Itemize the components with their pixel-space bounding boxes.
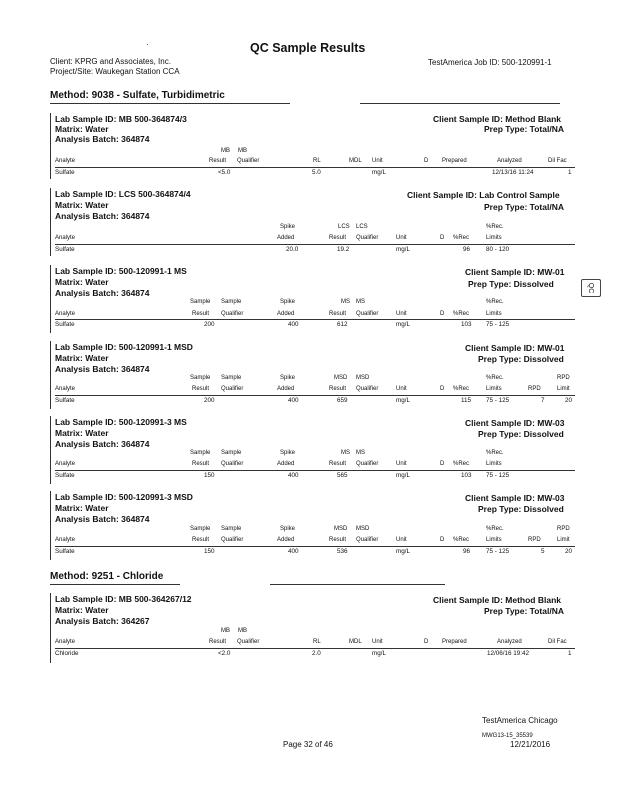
dil-fac-cell: 1 <box>568 650 572 657</box>
job-id: TestAmerica Job ID: 500-120991-1 <box>428 58 552 67</box>
col-header: Unit <box>372 639 383 645</box>
col-header: Dil Fac <box>548 158 567 164</box>
col-header-top: LCS <box>338 224 350 230</box>
client-sample-id: Client Sample ID: Method Blank <box>433 114 561 124</box>
matrix: Matrix: Water <box>55 200 109 210</box>
matrix: Matrix: Water <box>55 353 109 363</box>
rpd-limit-cell: 20 <box>565 548 573 555</box>
col-header-top: %Rec. <box>486 450 504 456</box>
col-header: Unit <box>396 537 407 543</box>
lab-sample-id: Lab Sample ID: MB 500-364874/3 <box>55 114 187 124</box>
col-header: D <box>440 537 445 543</box>
col-header: Analyzed <box>497 158 522 164</box>
sample-result-cell: 200 <box>204 397 215 404</box>
col-header-top: MSD <box>334 375 348 381</box>
col-header: Qualifier <box>356 311 379 317</box>
limits-cell: 75 - 125 <box>486 397 510 404</box>
analysis-batch: Analysis Batch: 364874 <box>55 211 150 221</box>
header-rule <box>55 395 575 396</box>
block-border <box>50 265 51 333</box>
analyte-cell: Sulfate <box>55 246 75 253</box>
rec-cell: 103 <box>461 472 472 479</box>
matrix: Matrix: Water <box>55 605 109 615</box>
qc-side-tab <box>581 279 601 297</box>
rec-cell: 103 <box>461 321 472 328</box>
col-header-top: Spike <box>280 526 296 532</box>
col-header: Analyte <box>55 311 76 317</box>
analysis-batch: Analysis Batch: 364874 <box>55 364 150 374</box>
col-header: D <box>440 311 445 317</box>
col-header: Qualifier <box>221 311 244 317</box>
col-header: %Rec <box>453 311 470 317</box>
col-header: D <box>440 386 445 392</box>
spike-added-cell: 20.0 <box>286 246 299 253</box>
col-header: RPD <box>528 386 541 392</box>
unit-cell: mg/L <box>396 548 410 555</box>
lab-sample-id: Lab Sample ID: 500-120991-1 MS <box>55 266 187 276</box>
header-rule <box>55 244 575 245</box>
method-9038-underline <box>50 103 290 104</box>
spike-added-cell: 400 <box>288 548 299 555</box>
msd-result-cell: 536 <box>337 548 348 555</box>
spike-added-cell: 400 <box>288 321 299 328</box>
analyte-cell: Sulfate <box>55 321 75 328</box>
col-header: Result <box>209 158 227 164</box>
col-header-top: Spike <box>280 450 296 456</box>
header-rule <box>55 470 575 471</box>
ms-result-cell: 565 <box>337 472 348 479</box>
col-header: %Rec <box>453 461 470 467</box>
col-header: Analyte <box>55 386 76 392</box>
lab-sample-id: Lab Sample ID: 500-120991-1 MSD <box>55 342 193 352</box>
col-header: Analyte <box>55 235 76 241</box>
unit-cell: mg/L <box>396 472 410 479</box>
col-header-top: Sample <box>221 375 242 381</box>
col-header: Result <box>329 386 347 392</box>
method-9038-rule <box>360 103 560 104</box>
col-header: Result <box>209 639 227 645</box>
prep-type: Prep Type: Dissolved <box>478 354 564 364</box>
col-header: Added <box>277 461 295 467</box>
spike-added-cell: 400 <box>288 472 299 479</box>
col-header: Qualifier <box>237 639 260 645</box>
sample-result-cell: 150 <box>204 472 215 479</box>
col-header: Unit <box>396 311 407 317</box>
col-header: %Rec <box>453 386 470 392</box>
header-rule <box>55 648 575 649</box>
analyzed-cell: 12/06/16 19:42 <box>487 650 530 657</box>
header-rule <box>55 167 575 168</box>
col-header: Result <box>192 537 210 543</box>
col-header: Qualifier <box>221 537 244 543</box>
col-header-top: %Rec. <box>486 299 504 305</box>
col-header-top: Spike <box>280 224 296 230</box>
result-cell: <2.0 <box>218 650 231 657</box>
col-header: Analyzed <box>497 639 522 645</box>
col-header: Analyte <box>55 461 76 467</box>
col-header: D <box>440 235 445 241</box>
col-header: D <box>424 158 429 164</box>
sample-result-cell: 150 <box>204 548 215 555</box>
analyte-cell: Chloride <box>55 650 79 657</box>
col-header: %Rec <box>453 235 470 241</box>
result-cell: <5.0 <box>218 169 231 176</box>
analyte-cell: Sulfate <box>55 472 75 479</box>
ms-result-cell: 612 <box>337 321 348 328</box>
col-header: Limit <box>557 537 570 543</box>
col-header: Limit <box>557 386 570 392</box>
col-header: Analyte <box>55 639 76 645</box>
qc-side-tab-label: QC <box>587 282 595 294</box>
col-header-top: Sample <box>221 450 242 456</box>
block-border <box>50 593 51 663</box>
rl-cell: 5.0 <box>312 169 321 176</box>
rpd-cell: 7 <box>541 397 545 404</box>
lab-sample-id: Lab Sample ID: LCS 500-364874/4 <box>55 189 191 199</box>
col-header: Analyte <box>55 158 76 164</box>
col-header-top: MSD <box>356 526 370 532</box>
col-header: MDL <box>349 639 362 645</box>
col-header: Result <box>192 386 210 392</box>
lcs-result-cell: 19.2 <box>337 246 350 253</box>
sample-result-cell: 200 <box>204 321 215 328</box>
analyte-cell: Sulfate <box>55 548 75 555</box>
client-sample-id: Client Sample ID: MW-01 <box>465 343 565 353</box>
col-header: Limits <box>486 311 502 317</box>
matrix: Matrix: Water <box>55 124 109 134</box>
col-header: Qualifier <box>221 386 244 392</box>
block-border <box>50 416 51 484</box>
col-header: Result <box>329 311 347 317</box>
analysis-batch: Analysis Batch: 364874 <box>55 288 150 298</box>
col-header: D <box>440 461 445 467</box>
analysis-batch: Analysis Batch: 364874 <box>55 514 150 524</box>
page-title: QC Sample Results <box>250 41 366 55</box>
col-header: D <box>424 639 429 645</box>
col-header-top: Sample <box>190 450 211 456</box>
block-border <box>50 188 51 256</box>
dil-fac-cell: 1 <box>568 169 572 176</box>
analysis-batch: Analysis Batch: 364874 <box>55 439 150 449</box>
project-site: Project/Site: Waukegan Station CCA <box>50 67 180 76</box>
col-header-top: MB <box>221 628 230 634</box>
col-header-top: Sample <box>221 526 242 532</box>
col-header-top: RPD <box>557 375 570 381</box>
col-header: MDL <box>349 158 362 164</box>
rec-cell: 96 <box>463 548 471 555</box>
prep-type: Prep Type: Total/NA <box>484 606 564 616</box>
matrix: Matrix: Water <box>55 428 109 438</box>
col-header: Unit <box>372 158 383 164</box>
col-header: Unit <box>396 235 407 241</box>
col-header-top: MB <box>221 148 230 154</box>
prep-type: Prep Type: Dissolved <box>478 429 564 439</box>
col-header: Prepared <box>442 639 467 645</box>
analyte-cell: Sulfate <box>55 397 75 404</box>
col-header: Qualifier <box>356 386 379 392</box>
col-header: Prepared <box>442 158 467 164</box>
footer-page: Page 32 of 46 <box>283 740 333 749</box>
col-header: Added <box>277 235 295 241</box>
client-name: Client: KPRG and Associates, Inc. <box>50 57 171 66</box>
matrix: Matrix: Water <box>55 503 109 513</box>
col-header: Unit <box>396 461 407 467</box>
col-header: Limits <box>486 386 502 392</box>
analyzed-cell: 12/13/16 11:24 <box>492 169 534 176</box>
col-header: Limits <box>486 461 502 467</box>
col-header: Limits <box>486 537 502 543</box>
col-header-top: MB <box>238 148 247 154</box>
prep-type: Prep Type: Dissolved <box>468 279 554 289</box>
prep-type: Prep Type: Total/NA <box>484 202 564 212</box>
analyte-cell: Sulfate <box>55 169 75 176</box>
block-border <box>50 113 51 179</box>
col-header: Result <box>329 537 347 543</box>
lab-sample-id: Lab Sample ID: 500-120991-3 MS <box>55 417 187 427</box>
col-header-top: MS <box>356 450 365 456</box>
block-border <box>50 491 51 560</box>
unit-cell: mg/L <box>396 321 410 328</box>
client-sample-id: Client Sample ID: Lab Control Sample <box>407 190 560 200</box>
rec-cell: 96 <box>463 246 471 253</box>
col-header-top: MS <box>341 450 350 456</box>
unit-cell: mg/L <box>372 169 386 176</box>
col-header-top: MB <box>238 628 247 634</box>
rpd-cell: 5 <box>541 548 545 555</box>
col-header: Dil Fac <box>548 639 567 645</box>
col-header-top: RPD <box>557 526 570 532</box>
unit-cell: mg/L <box>396 397 410 404</box>
spike-added-cell: 400 <box>288 397 299 404</box>
method-9251-title: Method: 9251 - Chloride <box>50 571 164 582</box>
method-9251-rule <box>270 584 445 585</box>
method-9251-underline <box>50 584 180 585</box>
col-header: Qualifier <box>237 158 260 164</box>
footer-lab: TestAmerica Chicago <box>482 716 558 725</box>
col-header: Qualifier <box>356 235 379 241</box>
col-header: Qualifier <box>356 537 379 543</box>
col-header: Added <box>277 386 295 392</box>
limits-cell: 75 - 125 <box>486 548 510 555</box>
col-header-top: MSD <box>356 375 370 381</box>
col-header: Qualifier <box>221 461 244 467</box>
limits-cell: 75 - 125 <box>486 472 510 479</box>
col-header: Unit <box>396 386 407 392</box>
col-header-top: Spike <box>280 375 296 381</box>
unit-cell: mg/L <box>372 650 386 657</box>
col-header-top: Sample <box>190 526 211 532</box>
client-sample-id: Client Sample ID: MW-01 <box>465 267 565 277</box>
col-header: Qualifier <box>356 461 379 467</box>
rl-cell: 2.0 <box>312 650 321 657</box>
prep-type: Prep Type: Dissolved <box>478 504 564 514</box>
col-header-top: %Rec. <box>486 224 504 230</box>
rpd-limit-cell: 20 <box>565 397 573 404</box>
header-rule <box>55 546 575 547</box>
col-header: RL <box>313 639 321 645</box>
col-header-top: Sample <box>221 299 242 305</box>
limits-cell: 75 - 125 <box>486 321 510 328</box>
col-header: Added <box>277 311 295 317</box>
lab-sample-id: Lab Sample ID: 500-120991-3 MSD <box>55 492 193 502</box>
col-header-top: LCS <box>356 224 368 230</box>
col-header: Added <box>277 537 295 543</box>
method-9038-title: Method: 9038 - Sulfate, Turbidimetric <box>50 90 225 101</box>
analysis-batch: Analysis Batch: 364267 <box>55 616 150 626</box>
lab-sample-id: Lab Sample ID: MB 500-364267/12 <box>55 594 192 604</box>
msd-result-cell: 659 <box>337 397 348 404</box>
footer-code: MWG13-15_35539 <box>482 733 533 739</box>
col-header: Analyte <box>55 537 76 543</box>
col-header-top: MS <box>356 299 365 305</box>
client-sample-id: Client Sample ID: MW-03 <box>465 493 565 503</box>
col-header-top: MSD <box>334 526 348 532</box>
col-header-top: Spike <box>280 299 296 305</box>
col-header-top: MS <box>341 299 350 305</box>
col-header: Result <box>192 311 210 317</box>
col-header-top: %Rec. <box>486 375 504 381</box>
col-header-top: %Rec. <box>486 526 504 532</box>
limits-cell: 80 - 120 <box>486 246 510 253</box>
analysis-batch: Analysis Batch: 364874 <box>55 134 150 144</box>
matrix: Matrix: Water <box>55 277 109 287</box>
col-header: Result <box>329 235 347 241</box>
col-header-top: Sample <box>190 375 211 381</box>
rec-cell: 115 <box>461 397 472 404</box>
col-header: RL <box>313 158 321 164</box>
prep-type: Prep Type: Total/NA <box>484 124 564 134</box>
block-border <box>50 341 51 409</box>
col-header: RPD <box>528 537 541 543</box>
col-header-top: Sample <box>190 299 211 305</box>
client-sample-id: Client Sample ID: Method Blank <box>433 595 561 605</box>
col-header: Limits <box>486 235 502 241</box>
col-header: Result <box>192 461 210 467</box>
col-header: %Rec <box>453 537 470 543</box>
header-rule <box>55 319 575 320</box>
unit-cell: mg/L <box>396 246 410 253</box>
client-sample-id: Client Sample ID: MW-03 <box>465 418 565 428</box>
col-header: Result <box>329 461 347 467</box>
footer-date: 12/21/2016 <box>510 740 551 749</box>
stray-dot: · <box>146 40 149 49</box>
